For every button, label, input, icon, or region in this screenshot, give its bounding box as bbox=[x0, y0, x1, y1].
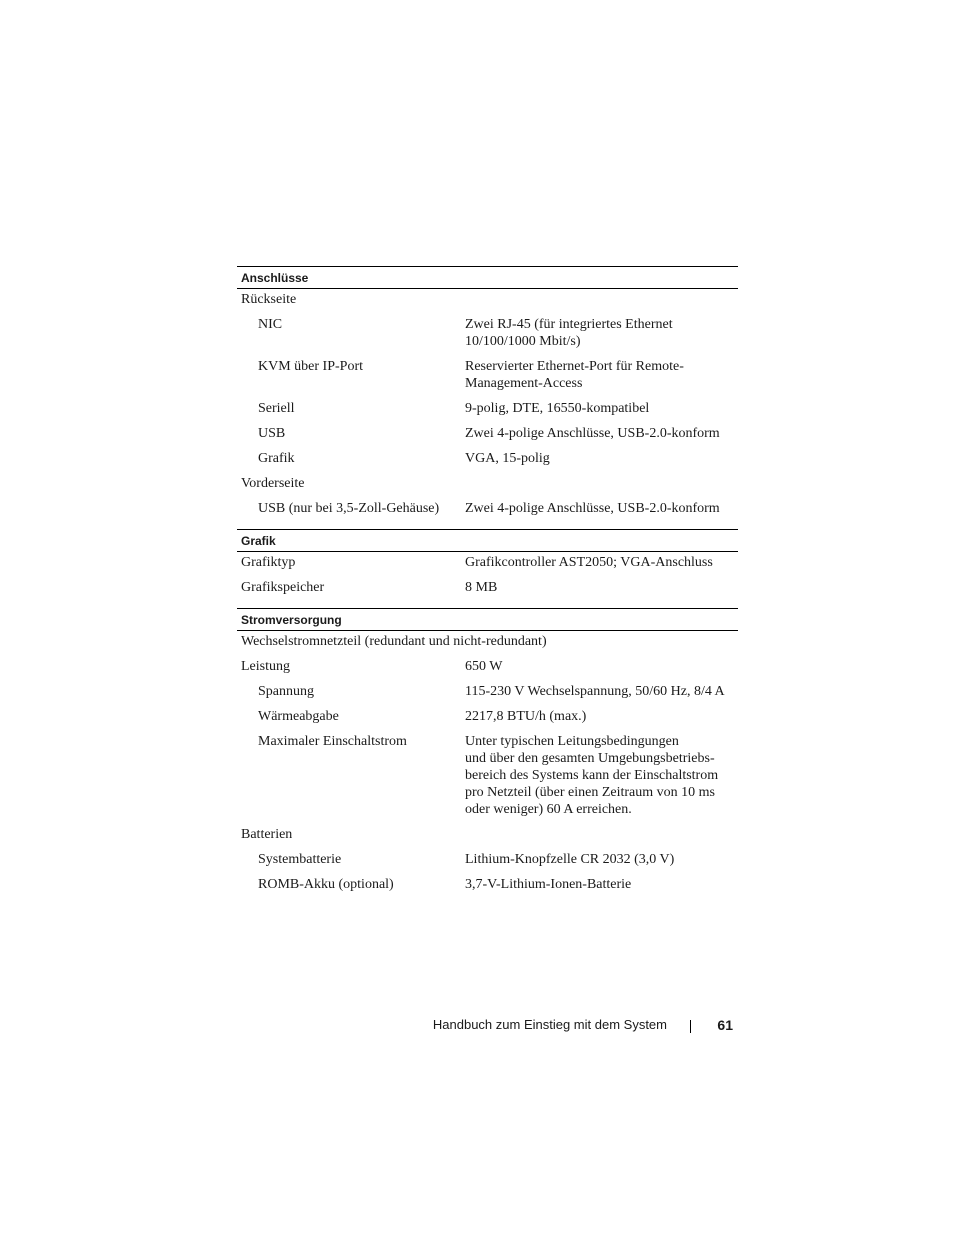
spec-label: Grafiktyp bbox=[241, 555, 296, 570]
spec-row bbox=[237, 425, 738, 442]
spec-label: Maximaler Einschaltstrom bbox=[258, 734, 407, 749]
spec-row bbox=[237, 633, 738, 650]
spec-label: Grafikspeicher bbox=[241, 580, 325, 595]
spec-value: Unter typischen Leitungsbedingungen und über den gesamten Umgebungsbetriebs- bereich des Systems kann der Einschaltstrom pro Netzteil (über einen Zeitraum von 10 ms oder weniger) 60 A erreichen. bbox=[465, 734, 719, 817]
spec-label: KVM über IP-Port bbox=[258, 359, 363, 374]
spec-table bbox=[237, 266, 738, 901]
spec-value: Zwei 4-polige Anschlüsse, USB-2.0-konform bbox=[465, 501, 720, 516]
spec-value: 8 MB bbox=[465, 580, 498, 595]
footer-separator bbox=[690, 1020, 691, 1033]
section bbox=[237, 529, 738, 596]
spec-label: USB (nur bei 3,5-Zoll-Gehäuse) bbox=[258, 501, 440, 516]
spec-value: 650 W bbox=[465, 659, 503, 674]
spec-row bbox=[237, 658, 738, 675]
spec-label: ROMB-Akku (optional) bbox=[258, 877, 394, 892]
spec-value: 2217,8 BTU/h (max.) bbox=[465, 709, 587, 724]
spec-row bbox=[237, 851, 738, 868]
section-heading: Anschlüsse bbox=[237, 266, 738, 289]
section-body bbox=[237, 552, 738, 596]
spec-row bbox=[237, 358, 738, 392]
spec-label: NIC bbox=[258, 317, 283, 332]
spec-value: VGA, 15-polig bbox=[465, 451, 550, 466]
spec-label: Wärmeabgabe bbox=[258, 709, 339, 724]
spec-row bbox=[237, 579, 738, 596]
spec-label: USB bbox=[258, 426, 286, 441]
section-body bbox=[237, 289, 738, 517]
spec-label: Spannung bbox=[258, 684, 314, 699]
spec-row bbox=[237, 400, 738, 417]
spec-label: Seriell bbox=[258, 401, 295, 416]
spec-value: Grafikcontroller AST2050; VGA-Anschluss bbox=[465, 555, 713, 570]
spec-label: Wechselstromnetzteil (redundant und nicht-redundant) bbox=[241, 634, 547, 649]
spec-label: Batterien bbox=[241, 827, 293, 842]
spec-value: Zwei 4-polige Anschlüsse, USB-2.0-konform bbox=[465, 426, 720, 441]
spec-row bbox=[237, 291, 738, 308]
section-heading: Stromversorgung bbox=[237, 608, 738, 631]
spec-label: Grafik bbox=[258, 451, 295, 466]
section bbox=[237, 608, 738, 893]
spec-row bbox=[237, 475, 738, 492]
spec-row bbox=[237, 683, 738, 700]
page-footer bbox=[0, 1015, 954, 1035]
footer-title: Handbuch zum Einstieg mit dem System bbox=[432, 1017, 667, 1032]
spec-value: Reservierter Ethernet-Port für Remote- Management-Access bbox=[465, 359, 684, 391]
spec-value: 9-polig, DTE, 16550-kompatibel bbox=[465, 401, 650, 416]
spec-row bbox=[237, 826, 738, 843]
spec-label: Vorderseite bbox=[241, 476, 305, 491]
spec-row bbox=[237, 733, 738, 818]
spec-label: Leistung bbox=[241, 659, 290, 674]
page-number: 61 bbox=[717, 1017, 733, 1033]
spec-row bbox=[237, 450, 738, 467]
spec-value: Zwei RJ-45 (für integriertes Ethernet 10/100/1000 Mbit/s) bbox=[465, 317, 673, 349]
spec-value: Lithium-Knopfzelle CR 2032 (3,0 V) bbox=[465, 852, 675, 867]
spec-row bbox=[237, 316, 738, 350]
section-heading: Grafik bbox=[237, 529, 738, 552]
spec-value: 115-230 V Wechselspannung, 50/60 Hz, 8/4 A bbox=[465, 684, 725, 699]
spec-value: 3,7-V-Lithium-Ionen-Batterie bbox=[465, 877, 632, 892]
spec-row bbox=[237, 876, 738, 893]
spec-row bbox=[237, 708, 738, 725]
spec-row bbox=[237, 554, 738, 571]
spec-label: Rückseite bbox=[241, 292, 297, 307]
spec-row bbox=[237, 500, 738, 517]
section bbox=[237, 266, 738, 517]
spec-label: Systembatterie bbox=[258, 852, 342, 867]
section-body bbox=[237, 631, 738, 893]
